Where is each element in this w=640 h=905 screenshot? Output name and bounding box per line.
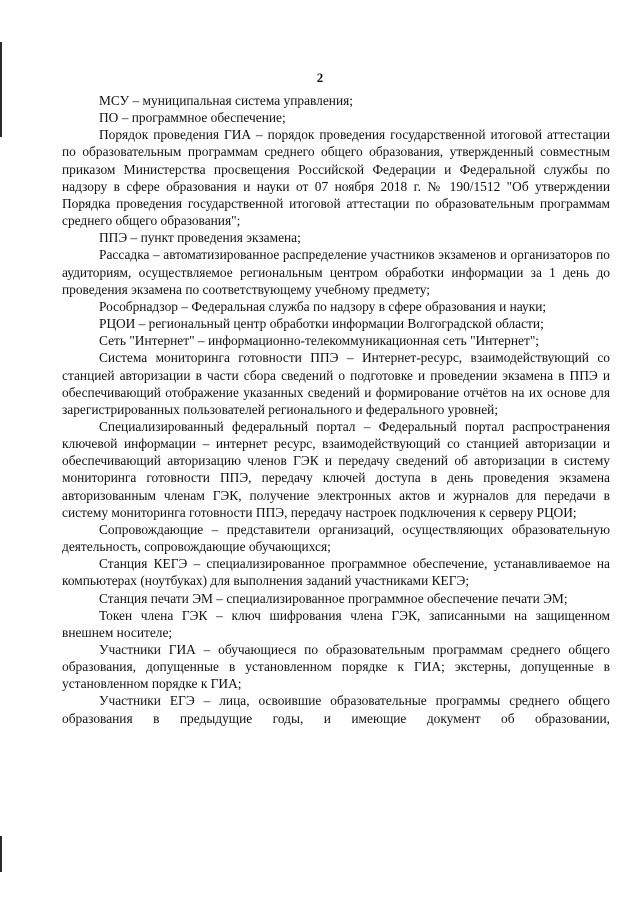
definition-federal-portal: Специализированный федеральный портал – Федеральный портал распространения ключевой информации – интернет ресурс, взаимодействующий со станцией авторизации и обеспечивающий авторизацию членов ГЭК и передачу сведений об авторизации в систему мониторинга готовности ППЭ, передачу ключей доступа в день проведения экзамена авторизованным членам ГЭК, получение электронных актов и журналов для передачи в систему мониторинга готовности ППЭ, передачу настроек подключения к серверу РЦОИ;: [62, 418, 610, 520]
document-body: [62, 92, 610, 727]
definition-rosobrnadzor: Рособрнадзор – Федеральная служба по надзору в сфере образования и науки;: [99, 298, 547, 314]
definition-internet: Сеть "Интернет" – информационно-телекоммуникационная сеть "Интернет";: [99, 333, 540, 349]
definition-print-station: Станция печати ЭМ – специализированное программное обеспечение печати ЭМ;: [99, 590, 568, 606]
scan-edge-mark-bottom: [0, 836, 2, 872]
definition-gia-participants: Участники ГИА – обучающиеся по образовательным программам среднего общего образования, допущенные в установленном порядке к ГИА; экстерны, допущенные в установленном порядке к ГИА;: [62, 642, 610, 692]
definition-kege-station: Станция КЕГЭ – специализированное программное обеспечение, устанавливаемое на компьютерах (ноутбуках) для выполнения заданий участниками КЕГЭ;: [62, 556, 610, 589]
definition-ege-participants: Участники ЕГЭ – лица, освоившие образовательные программы среднего общего образования в предыдущие годы, и имеющие документ об образовании,: [62, 693, 610, 726]
definition-ppe-monitoring: Система мониторинга готовности ППЭ – Интернет-ресурс, взаимодействующий со станцией авторизации в части сбора сведений о подготовке и проведении экзамена в ППЭ и обеспечивающий отображение указанных сведений и формирование отчётов на их основе для зарегистрированных пользователей регионального и федерального уровней;: [62, 350, 610, 417]
definition-escorts: Сопровождающие – представители организаций, осуществляющих образовательную деятельность, сопровождающие обучающихся;: [62, 521, 610, 555]
definition-rtsoi: РЦОИ – региональный центр обработки информации Волгоградской области;: [99, 316, 544, 332]
definition-ppe: ППЭ – пункт проведения экзамена;: [99, 230, 301, 246]
definition-seating: Рассадка – автоматизированное распределение участников экзаменов и организаторов по аудиториям, осуществляемое региональным центром обработки информации за 1 день до проведения экзамена по соответствующему учебному предмету;: [62, 247, 610, 297]
page-number: 2: [316, 70, 324, 85]
definition-gek-token: Токен члена ГЭК – ключ шифрования члена ГЭК, записанными на защищенном внешнем носителе;: [62, 607, 610, 640]
definition-po: ПО – программное обеспечение;: [99, 110, 286, 126]
definition-gia-procedure: Порядок проведения ГИА – порядок проведения государственной итоговой аттестации по образовательным программам среднего общего образования, утвержденный совместным приказом Министерства просвещения Российской Федерации и Федеральной службы по надзору в сфере образования и науки от 07 ноября 2018 г. № 190/1512 "Об утверждении Порядка проведения государственной итоговой аттестации по образовательным программам среднего общего образования";: [62, 127, 610, 229]
definition-msu: МСУ – муниципальная система управления;: [99, 93, 354, 108]
scan-edge-mark-top: [0, 42, 2, 137]
